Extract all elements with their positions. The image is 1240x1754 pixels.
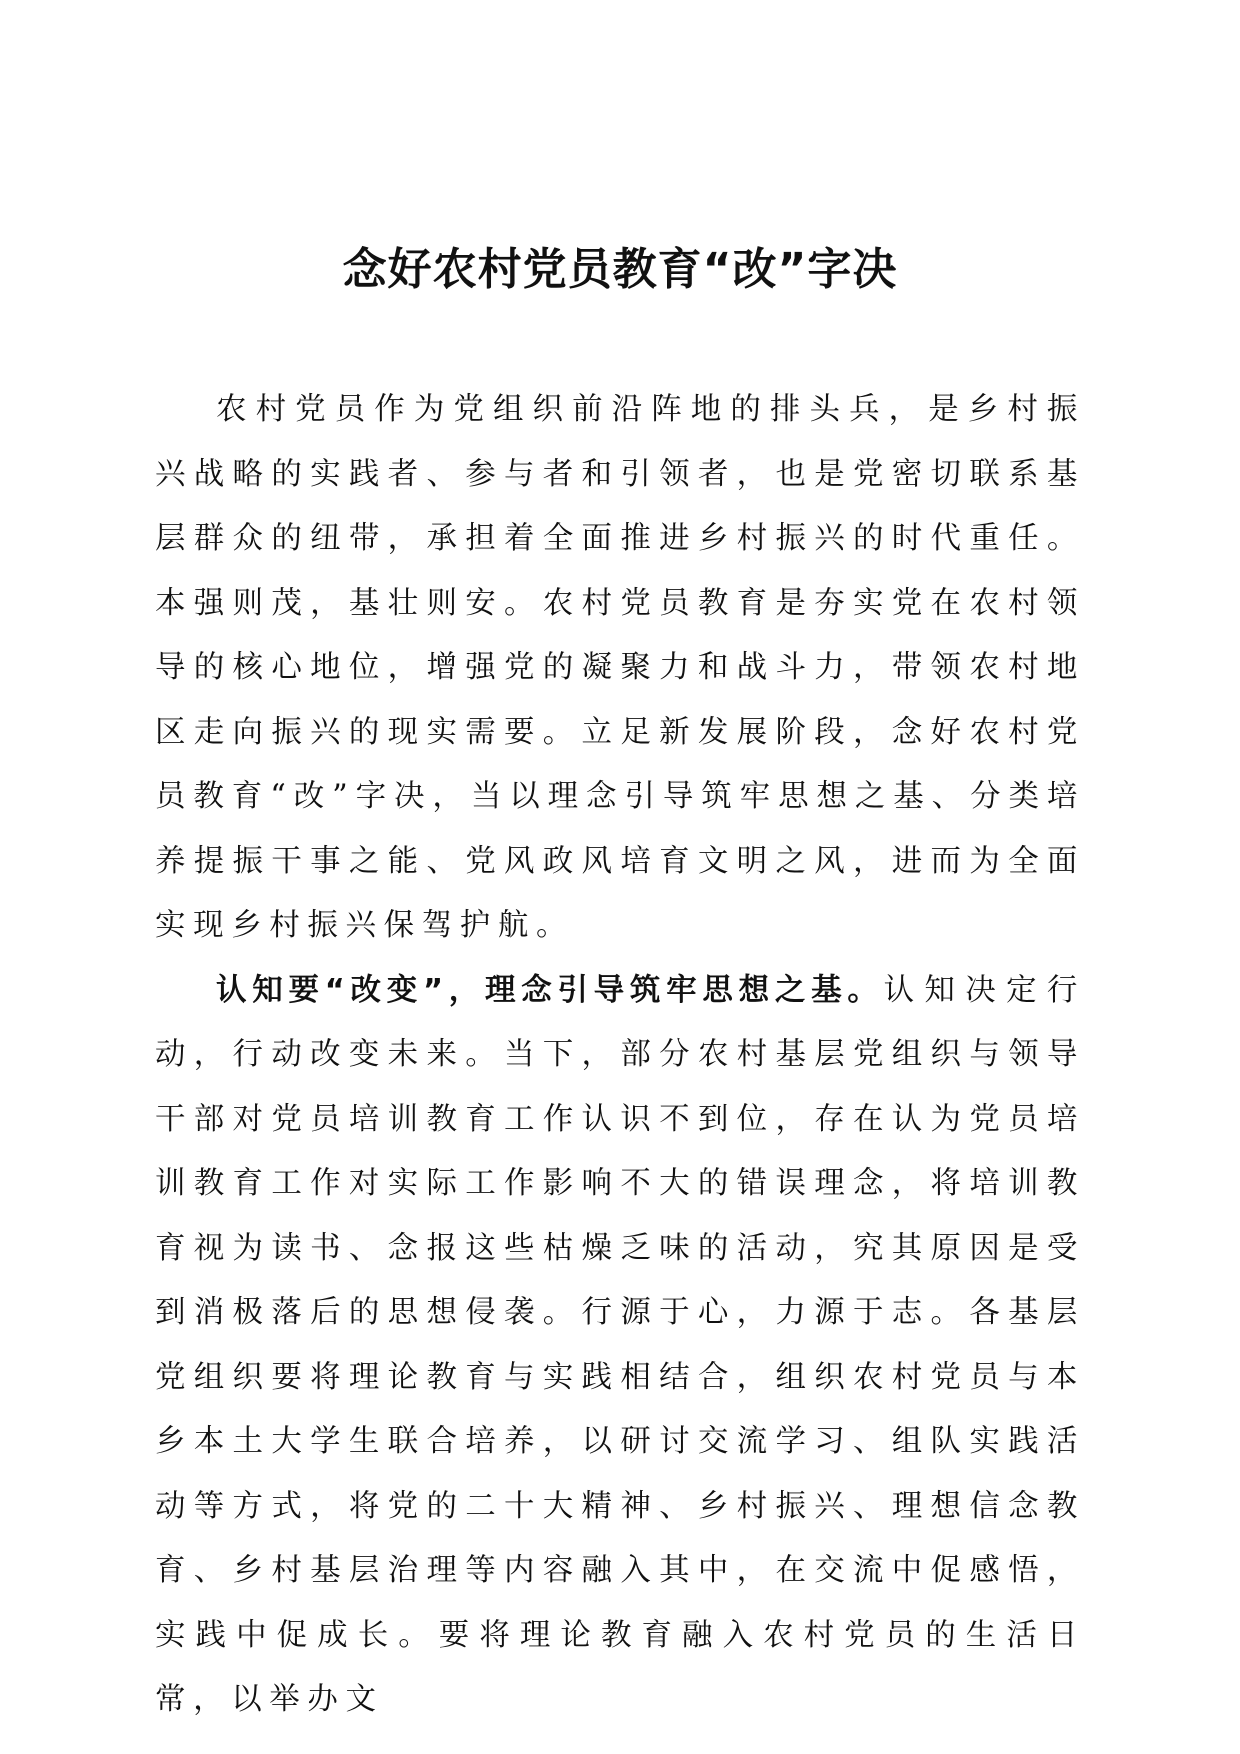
document-title: 念好农村党员教育“改”字决 xyxy=(342,244,898,295)
paragraph-heading: 认知要“改变”，理念引导筑牢思想之基。 xyxy=(216,972,884,1008)
paragraph-body: 认知决定行动，行动改变未来。当下，部分农村基层党组织与领导干部对党员培训教育工作认识不到位，存在认为党员培训教育工作对实际工作影响不大的错误理念，将培训教育视为读书、念报这些枯燥乏味的活动，究其原因是受到消极落后的思想侵袭。行源于心，力源于志。各基层党组织要将理论教育与实践相结合，组织农村党员与本乡本土大学生联合培养，以研讨交流学习、组队实践活动等方式，将党的二十大精神、乡村振兴、理想信念教育、乡村基层治理等内容融入其中，在交流中促感悟，实践中促成长。要将理论教育融入农村党员的生活日常，以举办文 xyxy=(155,972,1086,1717)
paragraph-intro: 农村党员作为党组织前沿阵地的排头兵，是乡村振兴战略的实践者、参与者和引领者，也是党密切联系基层群众的纽带，承担着全面推进乡村振兴的时代重任。本强则茂，基壮则安。农村党员教育是夯实党在农村领导的核心地位，增强党的凝聚力和战斗力，带领农村地区走向振兴的现实需要。立足新发展阶段，念好农村党员教育“改”字决，当以理念引导筑牢思想之基、分类培养提振干事之能、党风政风培育文明之风，进而为全面实现乡村振兴保驾护航。 xyxy=(155,392,1085,943)
document-body xyxy=(155,378,1085,1733)
paragraph-cognition xyxy=(155,959,1085,1733)
